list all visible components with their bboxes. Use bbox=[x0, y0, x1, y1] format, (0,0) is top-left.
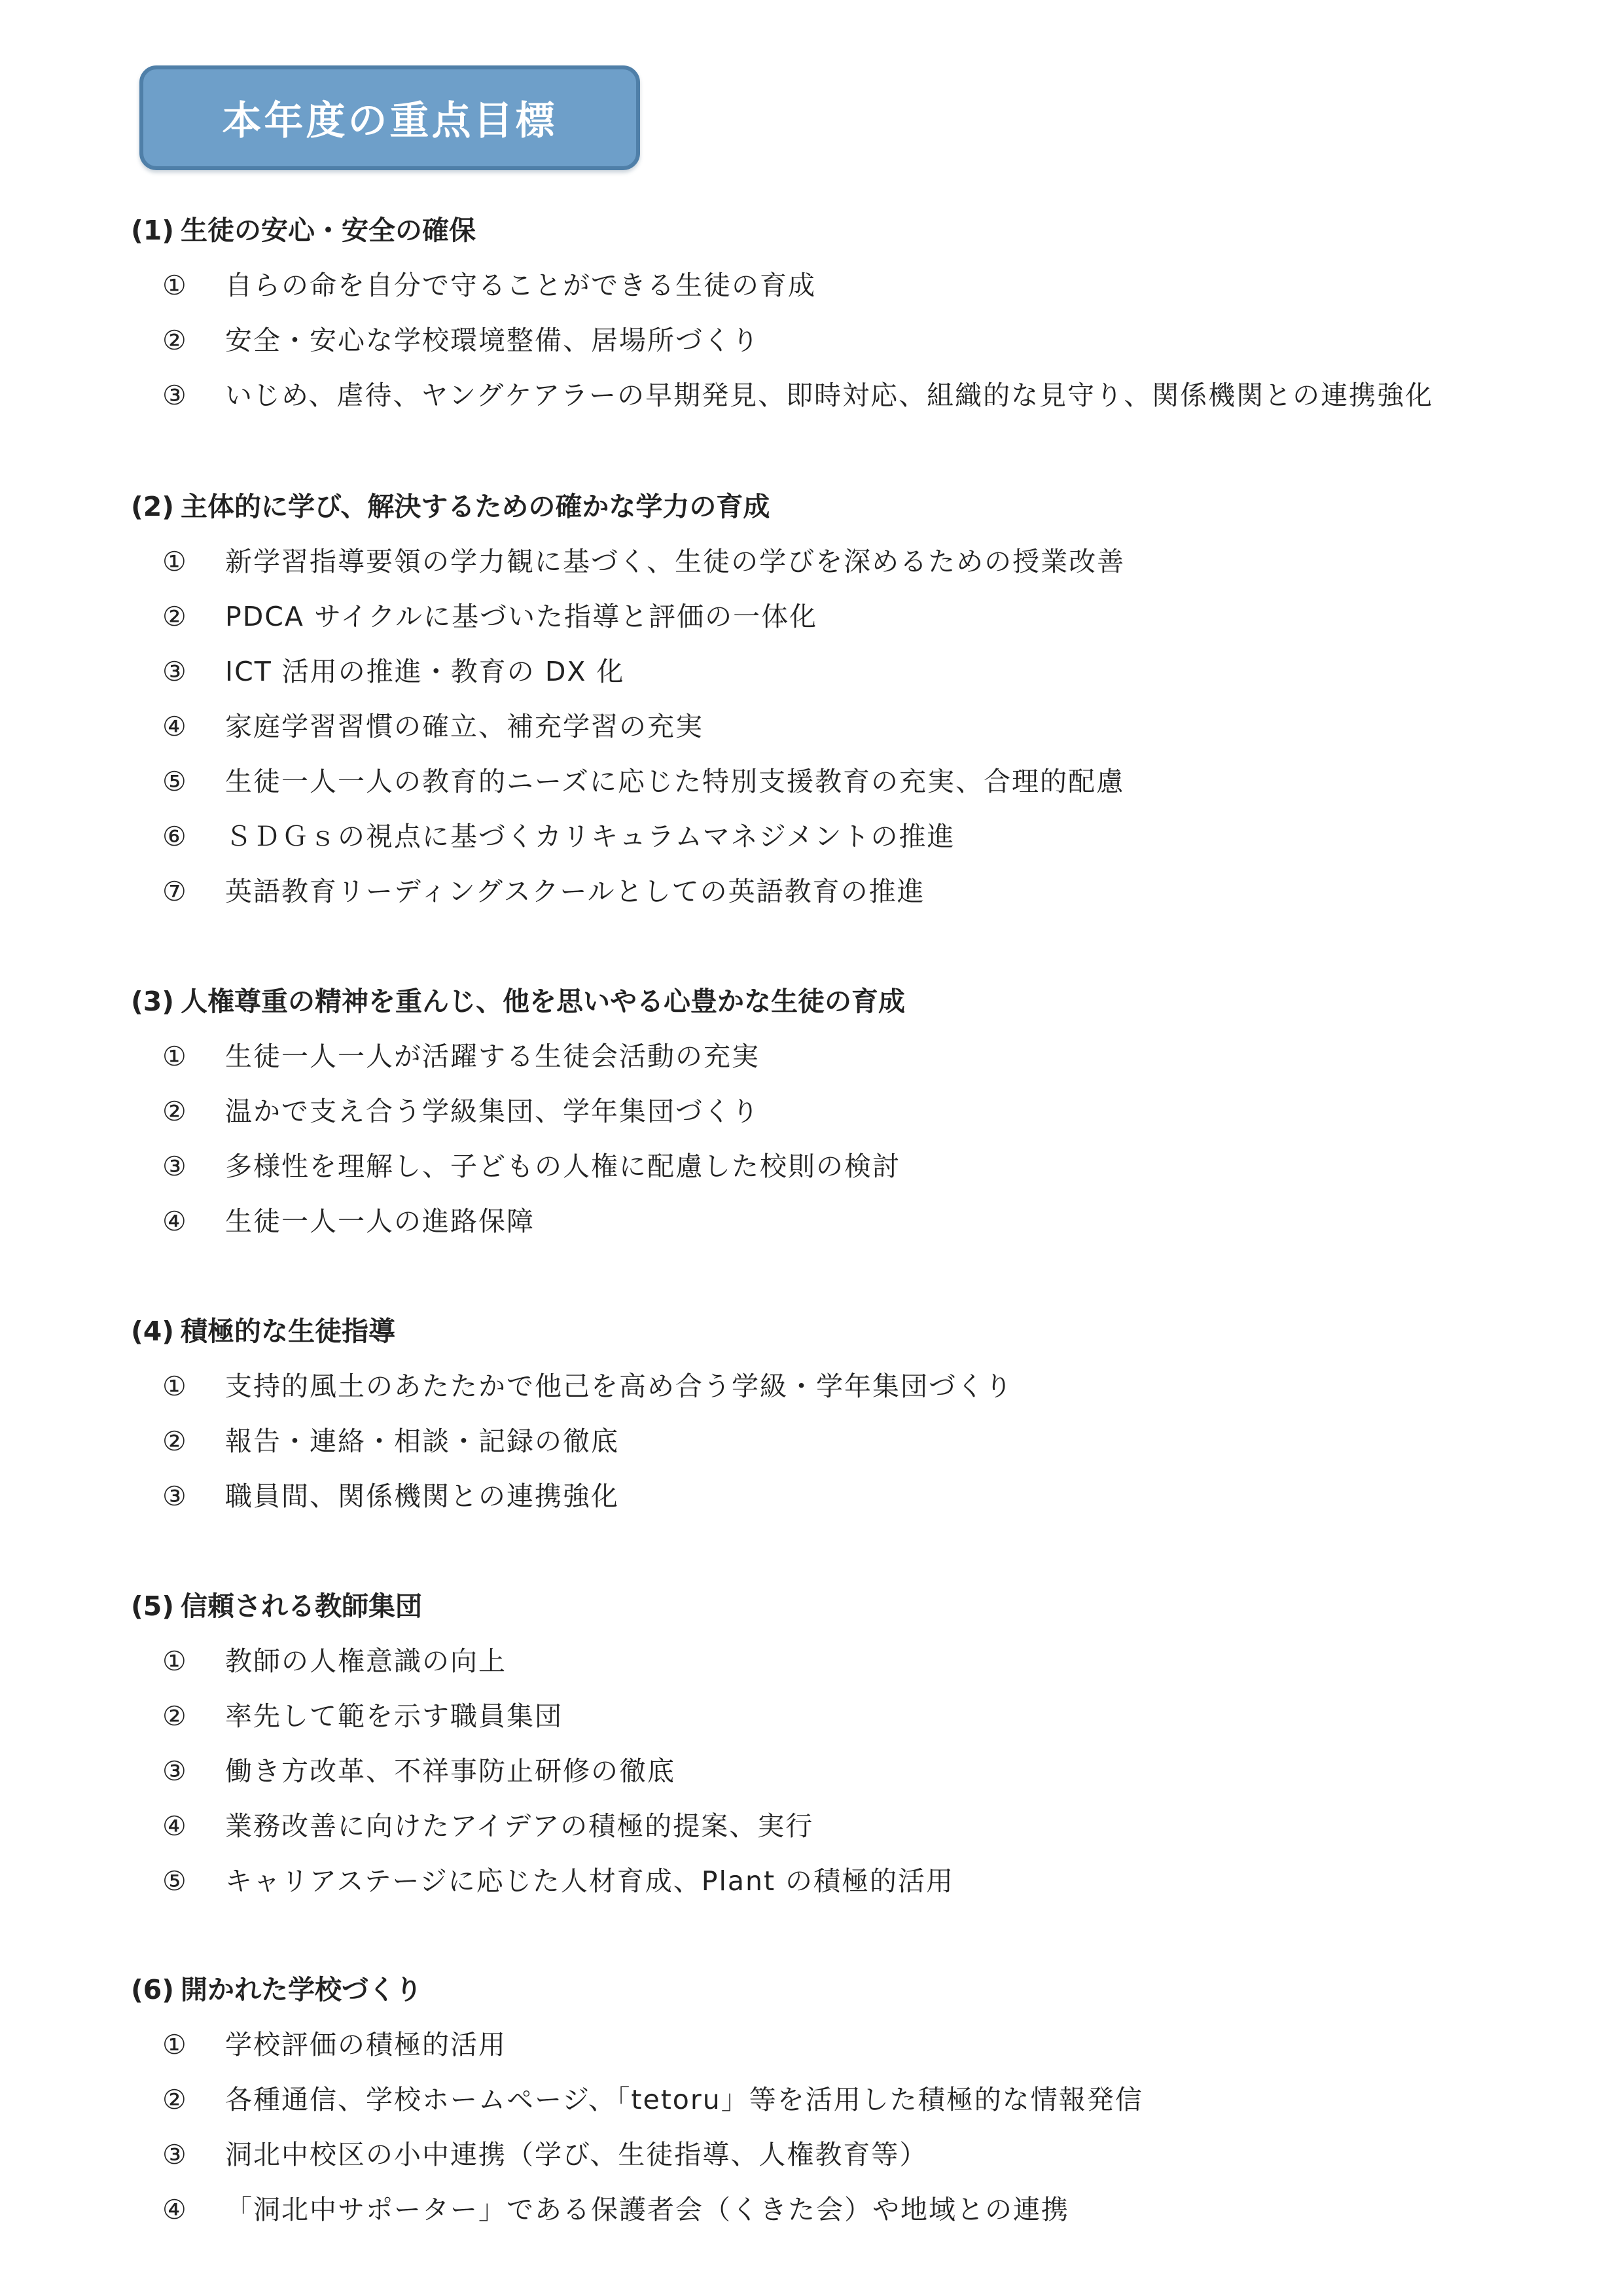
item-number: ① bbox=[162, 546, 187, 577]
section-title: 人権尊重の精神を重んじ、他を思いやる心豊かな生徒の育成 bbox=[181, 986, 905, 1017]
section-number: (5) bbox=[131, 1590, 175, 1622]
item-number: ① bbox=[162, 1041, 187, 1072]
section-title: 主体的に学び、解決するための確かな学力の育成 bbox=[181, 491, 770, 522]
item-number: ③ bbox=[162, 1755, 187, 1787]
list-item bbox=[131, 1194, 1538, 1249]
list-item bbox=[131, 534, 1538, 589]
list-item bbox=[131, 1469, 1538, 1524]
item-number: ③ bbox=[162, 656, 187, 687]
list-item bbox=[131, 1744, 1538, 1799]
list-item bbox=[131, 589, 1538, 644]
item-number: ④ bbox=[162, 2194, 187, 2225]
goal-section-4 bbox=[131, 1304, 1538, 1524]
list-item bbox=[131, 1084, 1538, 1139]
item-text: ＳＤＧｓの視点に基づくカリキュラムマネジメントの推進 bbox=[225, 821, 955, 852]
item-number: ⑤ bbox=[162, 1865, 187, 1897]
list-item bbox=[131, 1854, 1538, 1909]
item-number: ⑥ bbox=[162, 821, 187, 852]
section-heading bbox=[131, 974, 1538, 1029]
list-item bbox=[131, 2072, 1538, 2127]
goal-section-5 bbox=[131, 1579, 1538, 1909]
list-item bbox=[131, 2182, 1538, 2237]
item-text: 生徒一人一人が活躍する生徒会活動の充実 bbox=[225, 1041, 760, 1072]
item-text: 自らの命を自分で守ることができる生徒の育成 bbox=[225, 270, 816, 301]
section-title: 積極的な生徒指導 bbox=[181, 1316, 395, 1347]
list-item bbox=[131, 1139, 1538, 1194]
goal-section-3 bbox=[131, 974, 1538, 1249]
list-item bbox=[131, 644, 1538, 699]
item-text: 業務改善に向けたアイデアの積極的提案、実行 bbox=[225, 1810, 814, 1842]
item-number: ① bbox=[162, 1645, 187, 1677]
list-item bbox=[131, 864, 1538, 919]
section-heading bbox=[131, 203, 1538, 258]
item-number: ① bbox=[162, 1371, 187, 1402]
list-item bbox=[131, 1799, 1538, 1854]
item-text: 安全・安心な学校環境整備、居場所づくり bbox=[225, 325, 760, 356]
section-title: 信頼される教師集団 bbox=[181, 1590, 422, 1622]
item-number: ③ bbox=[162, 2139, 187, 2170]
item-text: 家庭学習習慣の確立、補充学習の充実 bbox=[225, 711, 704, 742]
list-item bbox=[131, 1414, 1538, 1469]
item-number: ② bbox=[162, 601, 187, 632]
section-number: (2) bbox=[131, 491, 175, 522]
list-item bbox=[131, 2017, 1538, 2072]
list-item bbox=[131, 368, 1538, 423]
item-number: ② bbox=[162, 325, 187, 356]
item-text: 洞北中校区の小中連携（学び、生徒指導、人権教育等） bbox=[225, 2139, 928, 2170]
item-number: ⑦ bbox=[162, 876, 187, 907]
list-item bbox=[131, 1029, 1538, 1084]
item-number: ⑤ bbox=[162, 766, 187, 797]
list-item bbox=[131, 258, 1538, 313]
item-number: ② bbox=[162, 1426, 187, 1457]
item-text: 生徒一人一人の進路保障 bbox=[225, 1206, 535, 1237]
item-number: ③ bbox=[162, 1480, 187, 1512]
item-number: ③ bbox=[162, 1151, 187, 1182]
section-number: (1) bbox=[131, 215, 175, 246]
section-heading bbox=[131, 1579, 1538, 1634]
item-text: 各種通信、学校ホームページ、「tetoru」等を活用した積極的な情報発信 bbox=[225, 2084, 1143, 2115]
list-item bbox=[131, 754, 1538, 809]
page-title-banner bbox=[139, 65, 640, 170]
item-number: ① bbox=[162, 270, 187, 301]
item-text: 新学習指導要領の学力観に基づく、生徒の学びを深めるための授業改善 bbox=[225, 546, 1126, 577]
list-item bbox=[131, 699, 1538, 754]
item-number: ④ bbox=[162, 1810, 187, 1842]
item-text: 学校評価の積極的活用 bbox=[225, 2029, 507, 2060]
list-item bbox=[131, 1689, 1538, 1744]
item-number: ② bbox=[162, 2084, 187, 2115]
section-number: (3) bbox=[131, 986, 175, 1017]
section-number: (6) bbox=[131, 1974, 175, 2005]
section-title: 開かれた学校づくり bbox=[181, 1974, 422, 2005]
goal-section-6 bbox=[131, 1962, 1538, 2237]
section-heading bbox=[131, 479, 1538, 534]
item-text: 教師の人権意識の向上 bbox=[225, 1645, 507, 1677]
item-text: 率先して範を示す職員集団 bbox=[225, 1700, 563, 1732]
page-title: 本年度の重点目標 bbox=[222, 98, 558, 144]
item-number: ① bbox=[162, 2029, 187, 2060]
item-text: 「洞北中サポーター」である保護者会（くきた会）や地域との連携 bbox=[225, 2194, 1069, 2225]
item-number: ③ bbox=[162, 380, 187, 411]
list-item bbox=[131, 313, 1538, 368]
item-number: ② bbox=[162, 1096, 187, 1127]
item-text: キャリアステージに応じた人材育成、Plant の積極的活用 bbox=[225, 1865, 955, 1897]
item-text: 職員間、関係機関との連携強化 bbox=[225, 1480, 619, 1512]
list-item bbox=[131, 1359, 1538, 1414]
list-item bbox=[131, 809, 1538, 864]
goal-section-1 bbox=[131, 203, 1538, 423]
section-heading bbox=[131, 1304, 1538, 1359]
section-number: (4) bbox=[131, 1316, 175, 1347]
item-number: ④ bbox=[162, 1206, 187, 1237]
item-text: 支持的風土のあたたかで他己を高め合う学級・学年集団づくり bbox=[225, 1371, 1013, 1402]
section-heading bbox=[131, 1962, 1538, 2017]
item-text: 英語教育リーディングスクールとしての英語教育の推進 bbox=[225, 876, 925, 907]
section-title: 生徒の安心・安全の確保 bbox=[181, 215, 476, 246]
item-text: 働き方改革、不祥事防止研修の徹底 bbox=[225, 1755, 675, 1787]
item-text: 多様性を理解し、子どもの人権に配慮した校則の検討 bbox=[225, 1151, 901, 1182]
goal-section-2 bbox=[131, 479, 1538, 919]
item-text: 温かで支え合う学級集団、学年集団づくり bbox=[225, 1096, 760, 1127]
list-item bbox=[131, 2127, 1538, 2182]
item-number: ④ bbox=[162, 711, 187, 742]
list-item bbox=[131, 1634, 1538, 1689]
item-text: PDCA サイクルに基づいた指導と評価の一体化 bbox=[225, 601, 818, 632]
item-text: いじめ、虐待、ヤングケアラーの早期発見、即時対応、組織的な見守り、関係機関との連携強化 bbox=[225, 380, 1434, 411]
item-text: ICT 活用の推進・教育の DX 化 bbox=[225, 656, 625, 687]
item-number: ② bbox=[162, 1700, 187, 1732]
item-text: 報告・連絡・相談・記録の徹底 bbox=[225, 1426, 619, 1457]
item-text: 生徒一人一人の教育的ニーズに応じた特別支援教育の充実、合理的配慮 bbox=[225, 766, 1124, 797]
